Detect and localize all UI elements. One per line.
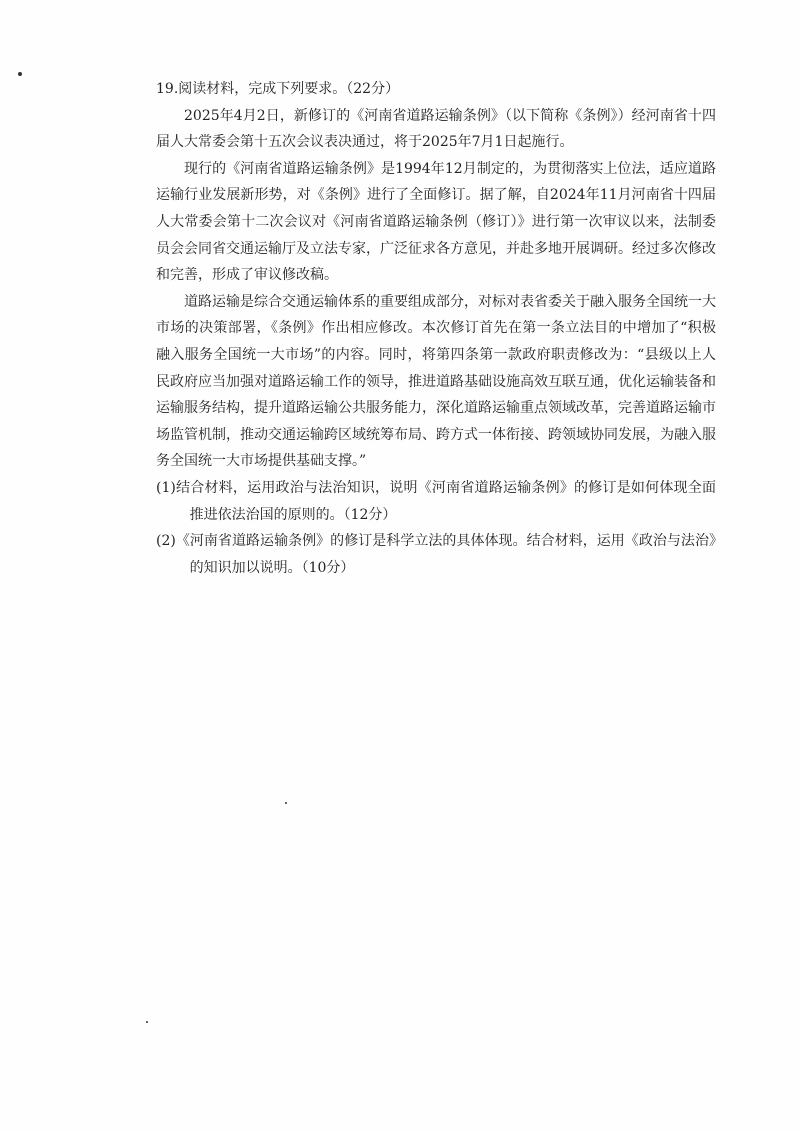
- question-block: [156, 76, 716, 581]
- scan-speck: [285, 802, 287, 804]
- subquestion: (1)结合材料，运用政治与法治知识，说明《河南省道路运输条例》的修订是如何体现全面推进依法治国的原则的。（12分）: [156, 479, 716, 523]
- material-paragraph: 道路运输是综合交通运输体系的重要组成部分，对标对表省委关于融入服务全国统一大市场的决策部署，《条例》作出相应修改。本次修订首先在第一条立法目的中增加了“积极融入服务全国统一大市场”的内容。同时，将第四条第一款政府职责修改为：“县级以上人民政府应当加强对道路运输工作的领导，推进道路基础设施高效互联互通，优化运输装备和运输服务结构，提升道路运输公共服务能力，深化道路运输重点领域改革，完善道路运输市场监管机制，推动交通运输跨区域统筹布局、跨方式一体衔接、跨领域协同发展，为融入服务全国统一大市场提供基础支撑。”: [156, 293, 716, 470]
- question-title: 19.阅读材料，完成下列要求。（22分）: [156, 81, 400, 97]
- scan-speck: [146, 1021, 148, 1023]
- material-paragraph: 现行的《河南省道路运输条例》是1994年12月制定的，为贯彻落实上位法，适应道路运输行业发展新形势，对《条例》进行了全面修订。据了解，自2024年11月河南省十四届人大常委会第十二次会议对《河南省道路运输条例（修订）》进行第一次审议以来，法制委员会会同省交通运输厅及立法专家，广泛征求各方意见，并赴多地开展调研。经过多次修改和完善，形成了审议修改稿。: [156, 160, 716, 284]
- subquestion: (2)《河南省道路运输条例》的修订是科学立法的具体体现。结合材料，运用《政治与法治》的知识加以说明。（10分）: [156, 533, 716, 576]
- material-paragraph: 2025年4月2日，新修订的《河南省道路运输条例》（以下简称《条例》）经河南省十四届人大常委会第十五次会议表决通过，将于2025年7月1日起施行。: [156, 107, 716, 151]
- scan-speck: [18, 72, 22, 76]
